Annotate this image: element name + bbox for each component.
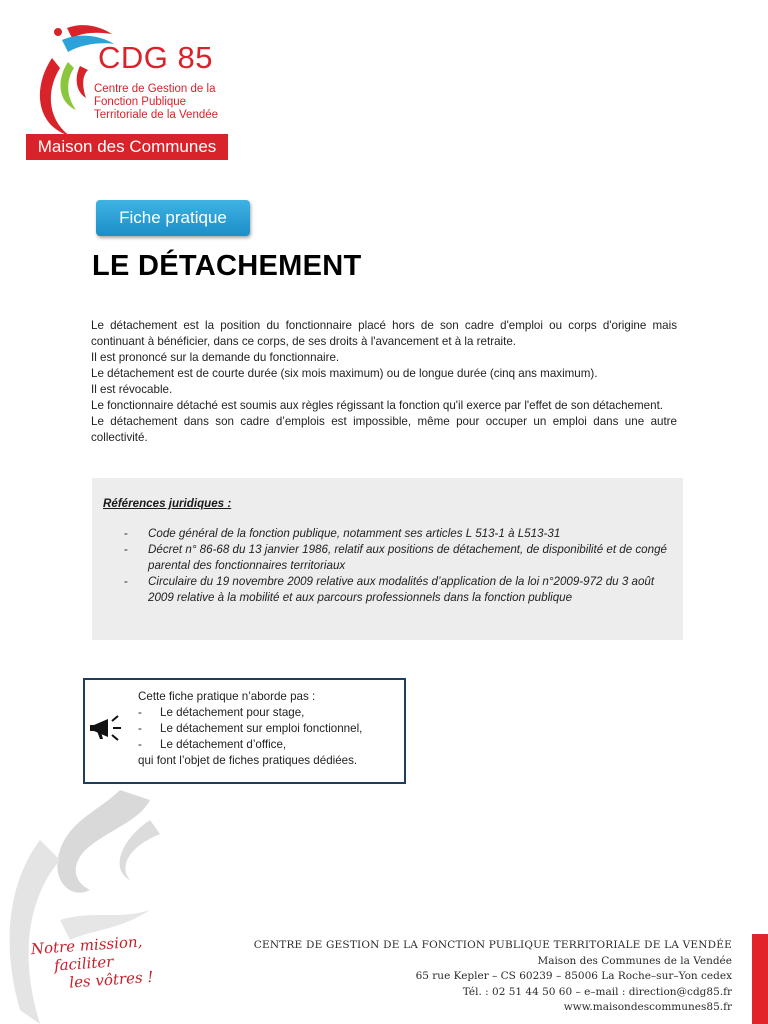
- reference-item: - Circulaire du 19 novembre 2009 relative aux modalités d’application de la loi n°2009-972 du 3 août 2009 relative à la mobilité et aux parcours professionnels dans la fonction publique: [122, 574, 678, 606]
- body-text: [91, 318, 677, 446]
- fiche-pratique-tag: Fiche pratique: [96, 200, 250, 236]
- note-intro: Cette fiche pratique n’aborde pas :: [138, 690, 316, 703]
- reference-item: - Code général de la fonction publique, notamment ses articles L 513-1 à L513-31: [122, 526, 678, 542]
- note-outro: qui font l’objet de fiches pratiques dédiées.: [138, 754, 358, 767]
- footer-red-bar: [752, 934, 768, 1024]
- megaphone-icon: [88, 713, 128, 743]
- footer-org-name: CENTRE DE GESTION DE LA FONCTION PUBLIQUE TERRITORIALE DE LA VENDÉE: [253, 939, 732, 951]
- footer-contact: Tél. : 02 51 44 50 60 – e–mail : direction@cdg85.fr: [462, 985, 732, 998]
- note-item: - Le détachement d’office,: [138, 738, 287, 751]
- body-paragraph: Il est révocable.: [91, 383, 173, 396]
- reference-item: - Décret n° 86-68 du 13 janvier 1986, relatif aux positions de détachement, de disponibilité et de congé parental des fonctionnaires territoriaux: [122, 542, 678, 574]
- references-title: Références juridiques :: [103, 497, 232, 510]
- footer-website-link[interactable]: www.maisondescommunes85.fr: [563, 1001, 732, 1013]
- slogan-line: Notre mission,: [30, 932, 143, 959]
- body-paragraph: Le détachement dans son cadre d’emplois est impossible, même pour occuper un emploi dans une autre collectivité.: [91, 415, 677, 444]
- logo-subtitle-line: Territoriale de la Vendée: [94, 109, 219, 121]
- note-item-label: Le détachement pour stage,: [160, 706, 305, 719]
- maison-des-communes-banner: Maison des Communes: [26, 134, 228, 160]
- references-list: [122, 526, 678, 606]
- page-title: LE DÉTACHEMENT: [92, 250, 362, 282]
- footer-street: 65 rue Kepler – CS 60239 – 85006 La Roche–sur–Yon cedex: [415, 970, 732, 982]
- note-box: [83, 678, 406, 784]
- logo-subtitle-line: Fonction Publique: [94, 96, 187, 108]
- logo-title: CDG 85: [98, 40, 213, 75]
- logo-subtitle: [94, 83, 218, 122]
- slogan-line: faciliter: [53, 952, 114, 975]
- slogan: [30, 932, 154, 994]
- body-paragraph: Il est prononcé sur la demande du fonctionnaire.: [91, 351, 340, 364]
- note-item: - Le détachement sur emploi fonctionnel,: [138, 722, 363, 735]
- slogan-line: les vôtres !: [68, 967, 154, 992]
- body-paragraph: Le détachement est de courte durée (six mois maximum) ou de longue durée (cinq ans maximum).: [91, 367, 598, 380]
- note-text: [138, 689, 362, 769]
- footer-building: Maison des Communes de la Vendée: [537, 954, 732, 967]
- references-box: [92, 478, 683, 640]
- logo-subtitle-line: Centre de Gestion de la: [94, 83, 216, 95]
- body-paragraph: Le fonctionnaire détaché est soumis aux règles régissant la fonction qu'il exerce par l'effet de son détachement.: [91, 399, 664, 412]
- body-paragraph: Le détachement est la position du fonctionnaire placé hors de son cadre d'emploi ou corps d'origine mais continuant à bénéficier, dans ce corps, de ses droits à l'avancement et à la retraite.: [91, 319, 677, 348]
- note-item-label: Le détachement sur emploi fonctionnel,: [160, 722, 363, 735]
- footer-address: [254, 938, 732, 1016]
- note-item-label: Le détachement d’office,: [160, 738, 287, 751]
- note-item: - Le détachement pour stage,: [138, 706, 305, 719]
